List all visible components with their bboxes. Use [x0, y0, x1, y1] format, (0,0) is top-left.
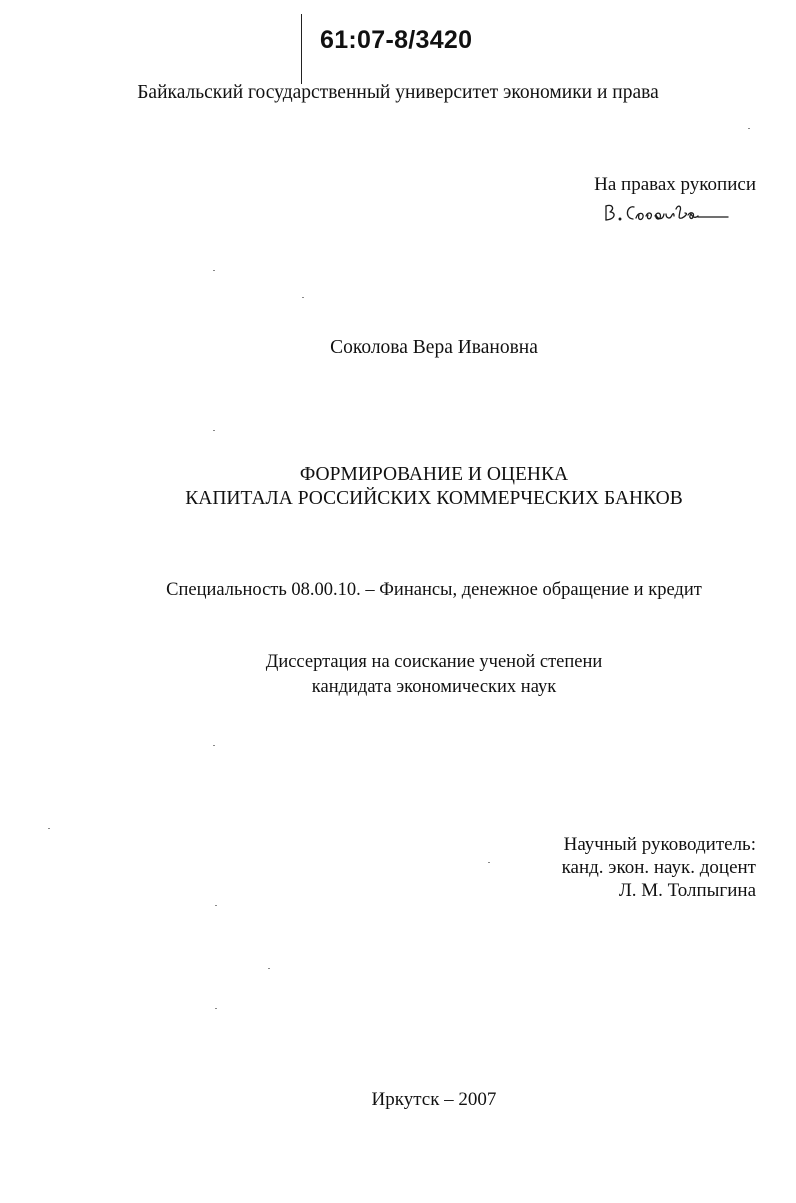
supervisor-label: Научный руководитель:: [563, 834, 756, 855]
rights-notice: На правах рукописи: [594, 174, 756, 195]
scan-speck: [213, 430, 215, 431]
scan-speck: [215, 1008, 217, 1009]
dissertation-title: [0, 463, 796, 511]
title-line: ФОРМИРОВАНИЕ И ОЦЕНКА: [299, 464, 569, 485]
scan-speck: [488, 862, 490, 863]
degree-line: Диссертация на соискание ученой степени: [265, 652, 603, 672]
speciality-line: Специальность 08.00.10. – Финансы, денежное обращение и кредит: [166, 580, 702, 600]
margin-rule: [301, 14, 302, 84]
scan-speck: [748, 128, 750, 129]
degree-line: кандидата экономических наук: [311, 677, 557, 697]
degree-statement: [0, 650, 796, 700]
university-name: Байкальский государственный университет экономики и права: [137, 82, 659, 103]
scan-speck: [215, 905, 217, 906]
title-line: КАПИТАЛА РОССИЙСКИХ КОММЕРЧЕСКИХ БАНКОВ: [185, 488, 683, 509]
scan-speck: [302, 297, 304, 298]
signature-icon: [600, 196, 740, 236]
shelfmark-number: 61:07-8/3420: [320, 26, 473, 54]
supervisor-block: [562, 833, 756, 902]
supervisor-degree: канд. экон. наук. доцент: [561, 857, 756, 878]
scan-speck: [213, 745, 215, 746]
handwritten-signature: [600, 196, 740, 241]
scan-speck: [48, 828, 50, 829]
scan-speck: [213, 270, 215, 271]
scan-speck: [268, 968, 270, 969]
city-year: Иркутск – 2007: [371, 1089, 497, 1110]
author-name: Соколова Вера Ивановна: [330, 337, 538, 358]
supervisor-name: Л. М. Толпыгина: [618, 880, 756, 901]
